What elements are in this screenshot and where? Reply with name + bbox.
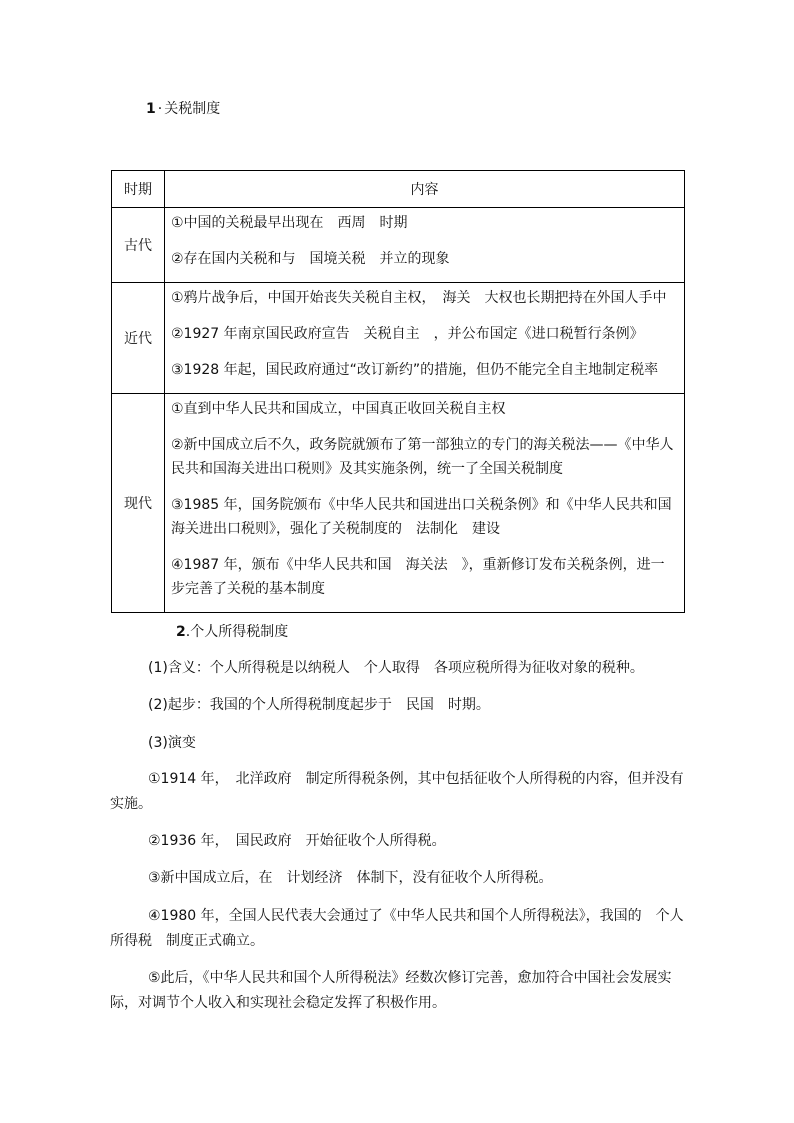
content-item: ②新中国成立后不久，政务院就颁布了第一部独立的专门的海关税法——《中华人民共和国海关进出口税则》及其实施条例，统一了全国关税制度	[171, 437, 674, 477]
header-period: 时期	[112, 171, 165, 208]
paragraph-evolution-heading: (3)演变	[148, 735, 196, 751]
content-item: ③1985 年，国务院颁布《中华人民共和国进出口关税条例》和《中华人民共和国海关进出口税则》，强化了关税制度的 法制化 建设	[171, 497, 672, 537]
table-header-row	[112, 171, 685, 208]
content-item: ①中国的关税最早出现在 西周 时期	[171, 215, 408, 231]
table-row	[112, 208, 685, 283]
content-cell	[165, 208, 685, 283]
paragraph-evolution-1914: ①1914 年， 北洋政府 制定所得税条例，其中包括征收个人所得税的内容，但并没有实施。	[110, 771, 684, 812]
section-title-income-tax	[176, 623, 288, 641]
content-item: ①直到中华人民共和国成立，中国真正收回关税自主权	[171, 401, 506, 417]
paragraph-definition: (1)含义：个人所得税是以纳税人 个人取得 各项应税所得为征收对象的税种。	[148, 660, 644, 676]
section-separator: .	[185, 624, 191, 640]
header-content: 内容	[165, 171, 685, 208]
section-title-tariff	[146, 100, 220, 118]
content-item: ③1928 年起，国民政府通过“改订新约”的措施，但仍不能完全自主地制定税率	[171, 362, 659, 378]
paragraph-evolution-new-china: ③新中国成立后，在 计划经济 体制下，没有征收个人所得税。	[148, 870, 553, 886]
paragraph-evolution-later: ⑤此后，《中华人民共和国个人所得税法》经数次修订完善，愈加符合中国社会发展实际，对调节个人收入和实现社会稳定发挥了积极作用。	[110, 970, 672, 1011]
content-cell	[165, 283, 685, 394]
period-cell: 古代	[112, 208, 165, 283]
section-separator: ·	[157, 101, 163, 117]
section-number: 1	[146, 101, 156, 117]
tariff-system-table	[111, 170, 685, 613]
section-number: 2	[176, 624, 186, 640]
content-item: ④1987 年，颁布《中华人民共和国 海关法 》，重新修订发布关税条例，进一步完善了关税的基本制度	[171, 557, 665, 597]
section-title-text: 关税制度	[164, 101, 221, 117]
period-cell: 近代	[112, 283, 165, 394]
paragraph-evolution-1980: ④1980 年，全国人民代表大会通过了《中华人民共和国个人所得税法》，我国的 个人所得税 制度正式确立。	[110, 908, 684, 949]
content-item: ①鸦片战争后，中国开始丧失关税自主权， 海关 大权也长期把持在外国人手中	[171, 290, 667, 306]
table-row	[112, 283, 685, 394]
section-title-text: 个人所得税制度	[190, 624, 289, 640]
content-cell	[165, 394, 685, 613]
paragraph-evolution-1936: ②1936 年， 国民政府 开始征收个人所得税。	[148, 833, 446, 849]
content-item: ②1927 年南京国民政府宣告 关税自主 ，并公布国定《进口税暂行条例》	[171, 326, 644, 342]
period-cell: 现代	[112, 394, 165, 613]
table-row	[112, 394, 685, 613]
content-item: ②存在国内关税和与 国境关税 并立的现象	[171, 251, 450, 267]
paragraph-origin: (2)起步：我国的个人所得税制度起步于 民国 时期。	[148, 697, 490, 713]
